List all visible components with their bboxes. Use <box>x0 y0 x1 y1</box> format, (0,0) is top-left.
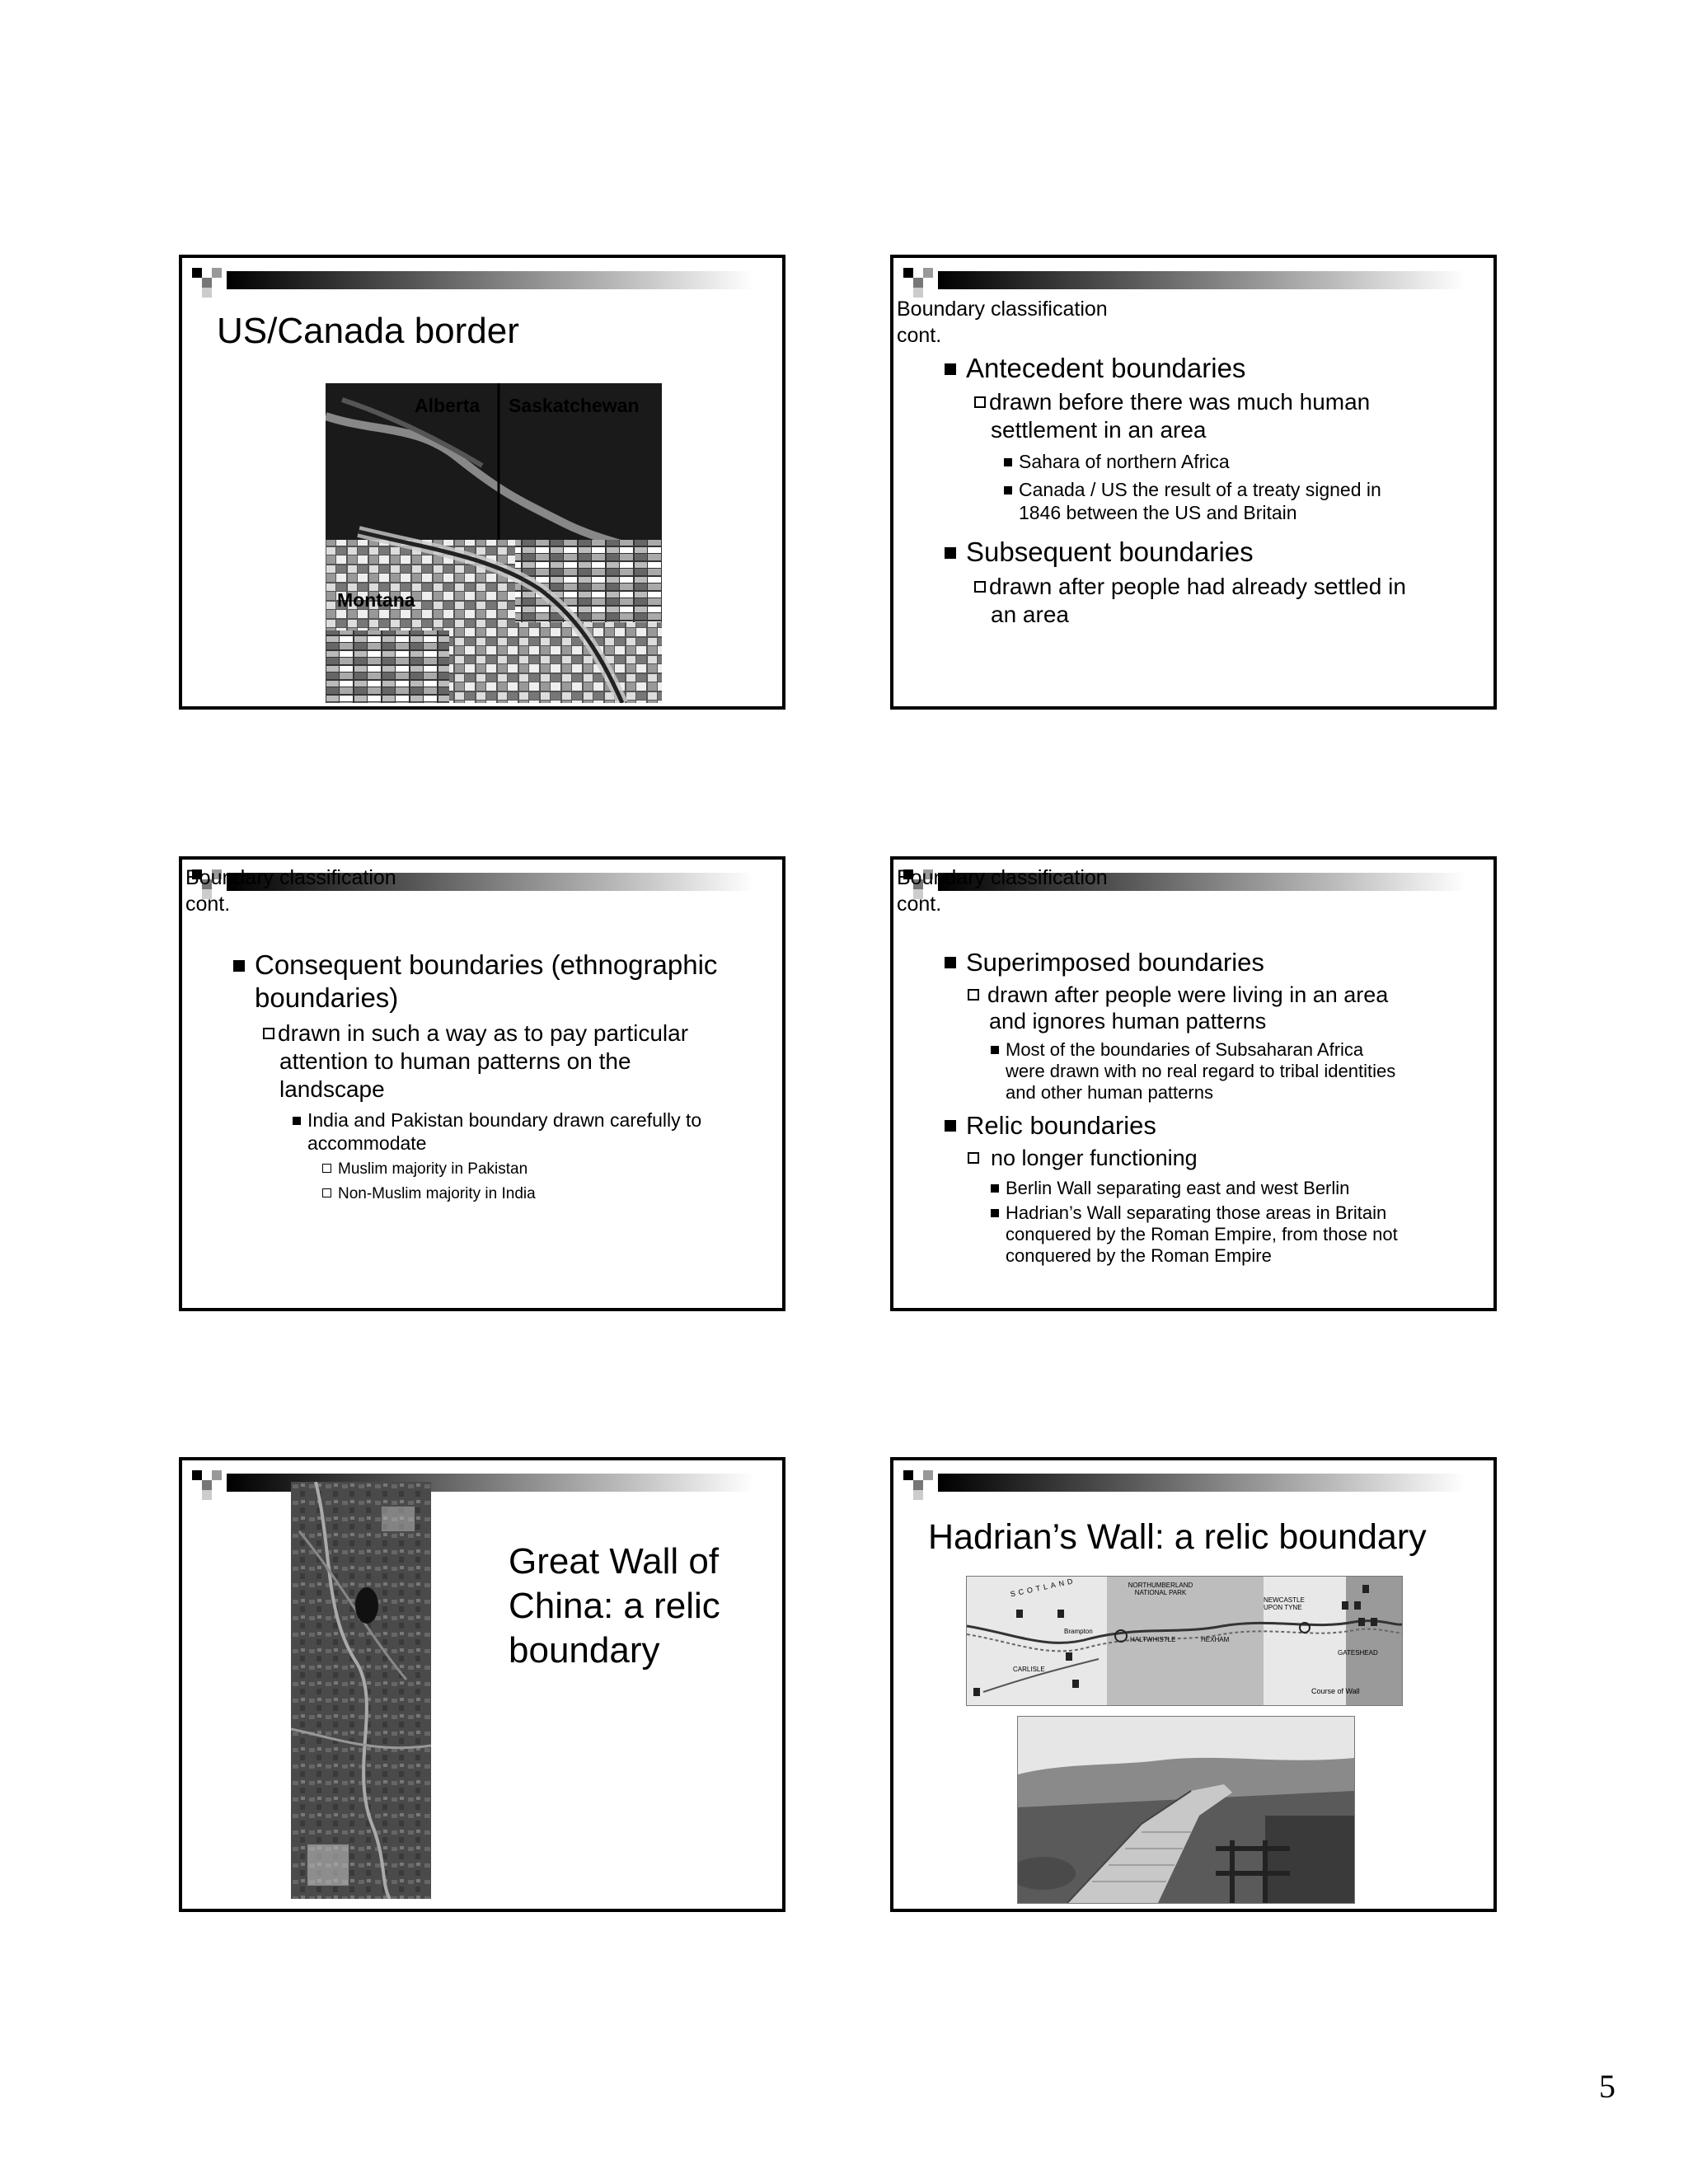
hollow-square-bullet-icon <box>322 1188 331 1197</box>
map-label-hexham: HEXHAM <box>1201 1636 1230 1643</box>
example-canada-us-cont: 1846 between the US and Britain <box>1019 502 1297 523</box>
hollow-square-bullet-icon <box>968 1152 979 1164</box>
sub-bullet-subsequent-cont: an area <box>991 602 1069 627</box>
map-label-national-park: NORTHUMBERLAND NATIONAL PARK <box>1128 1582 1193 1596</box>
slide-great-wall <box>179 1457 785 1912</box>
bullet-subsequent: Subsequent boundaries <box>945 536 1254 569</box>
slide-title: Hadrian’s Wall: a relic boundary <box>928 1517 1427 1557</box>
sub-bullet-subsequent: drawn after people had already settled in <box>974 573 1406 601</box>
sub-bullet-antecedent-cont: settlement in an area <box>991 417 1207 443</box>
sub-bullet-relic: no longer functioning <box>968 1145 1198 1171</box>
satellite-image-border <box>326 383 662 703</box>
square-bullet-icon <box>991 1209 999 1217</box>
bullet-superimposed: Superimposed boundaries <box>945 947 1264 978</box>
slide-title-line-1: Boundary classification <box>897 866 1108 889</box>
example-berlin-wall: Berlin Wall separating east and west Berlin <box>991 1178 1349 1199</box>
slide-title-line-2: cont. <box>185 893 231 916</box>
example-subsaharan-africa-cont1: were drawn with no real regard to tribal identities <box>1006 1061 1396 1081</box>
map-label-newcastle: NEWCASTLE UPON TYNE <box>1264 1596 1305 1611</box>
square-bullet-icon <box>945 1120 956 1132</box>
map-label-saskatchewan: Saskatchewan <box>509 395 640 416</box>
sub-bullet-superimposed: drawn after people were living in an area <box>968 982 1388 1008</box>
slide-superimposed-relic <box>890 856 1497 1311</box>
hadrians-wall-map <box>966 1576 1403 1706</box>
detail-non-muslim-majority: Non-Muslim majority in India <box>322 1184 536 1204</box>
sub-bullet-consequent: drawn in such a way as to pay particular <box>263 1019 688 1047</box>
map-label-alberta: Alberta <box>415 395 481 416</box>
square-bullet-icon <box>945 363 956 375</box>
map-label-course-of-wall: Course of Wall <box>1311 1687 1360 1695</box>
slide-header-bar <box>187 263 781 299</box>
hollow-square-bullet-icon <box>263 1028 274 1039</box>
example-subsaharan-africa: Most of the boundaries of Subsaharan Africa <box>991 1039 1363 1061</box>
map-label-brampton: Brampton <box>1064 1628 1093 1635</box>
square-bullet-icon <box>233 960 245 972</box>
slide-header-bar <box>898 263 1492 299</box>
page-number: 5 <box>1599 2068 1615 2105</box>
map-label-montana: Montana <box>337 589 415 611</box>
slide-title-line-2: China: a relic <box>509 1586 720 1626</box>
square-bullet-icon <box>991 1046 999 1054</box>
slide-us-canada-border <box>179 255 785 710</box>
map-label-carlisle: CARLISLE <box>1013 1666 1045 1673</box>
map-label-gateshead: GATESHEAD <box>1338 1649 1378 1657</box>
sub-bullet-consequent-cont1: attention to human patterns on the <box>279 1048 631 1074</box>
slide-header-bar <box>187 1465 781 1502</box>
slide-antecedent-subsequent <box>890 255 1497 710</box>
bullet-consequent: Consequent boundaries (ethnographic <box>233 949 717 982</box>
hollow-square-bullet-icon <box>974 396 986 408</box>
square-bullet-icon <box>991 1184 999 1193</box>
bullet-relic: Relic boundaries <box>945 1110 1156 1141</box>
square-bullet-icon <box>1004 486 1012 494</box>
example-canada-us: Canada / US the result of a treaty signed in <box>1004 478 1381 501</box>
example-india-pakistan: India and Pakistan boundary drawn carefully to <box>293 1108 701 1132</box>
slide-title-line-1: Boundary classification <box>897 298 1108 321</box>
example-hadrians-wall: Hadrian’s Wall separating those areas in Britain <box>991 1202 1386 1224</box>
slide-consequent <box>179 856 785 1311</box>
detail-muslim-majority: Muslim majority in Pakistan <box>322 1160 528 1179</box>
hadrians-wall-photo <box>1017 1716 1355 1904</box>
sub-bullet-superimposed-cont: and ignores human patterns <box>989 1009 1267 1033</box>
slide-header-bar <box>898 1465 1492 1502</box>
example-india-pakistan-cont: accommodate <box>307 1132 427 1154</box>
hollow-square-bullet-icon <box>322 1164 331 1173</box>
sub-bullet-antecedent: drawn before there was much human <box>974 388 1370 416</box>
square-bullet-icon <box>945 547 956 559</box>
example-hadrians-wall-cont1: conquered by the Roman Empire, from those not <box>1006 1224 1398 1244</box>
bullet-consequent-cont: boundaries) <box>255 982 399 1013</box>
sub-bullet-consequent-cont2: landscape <box>279 1076 385 1102</box>
hollow-square-bullet-icon <box>974 581 986 593</box>
bullet-antecedent: Antecedent boundaries <box>945 352 1245 385</box>
slide-title-line-3: boundary <box>509 1630 660 1671</box>
slide-title-line-1: Boundary classification <box>185 866 396 889</box>
example-hadrians-wall-cont2: conquered by the Roman Empire <box>1006 1245 1272 1266</box>
slide-title: US/Canada border <box>217 311 519 351</box>
great-wall-satellite-image <box>291 1482 431 1899</box>
example-subsaharan-africa-cont2: and other human patterns <box>1006 1082 1213 1103</box>
map-label-scotland: SCOTLAND <box>1009 1576 1077 1599</box>
square-bullet-icon <box>293 1117 301 1125</box>
slide-title-line-2: cont. <box>897 324 942 347</box>
slide-title-line-2: cont. <box>897 893 942 916</box>
square-bullet-icon <box>1004 458 1012 466</box>
hollow-square-bullet-icon <box>968 989 979 1001</box>
square-bullet-icon <box>945 957 956 968</box>
example-sahara: Sahara of northern Africa <box>1004 450 1230 473</box>
map-label-haltwhistle: HALTWHISTLE <box>1130 1636 1176 1643</box>
slide-title-line-1: Great Wall of <box>509 1541 720 1582</box>
slide-hadrians-wall <box>890 1457 1497 1912</box>
